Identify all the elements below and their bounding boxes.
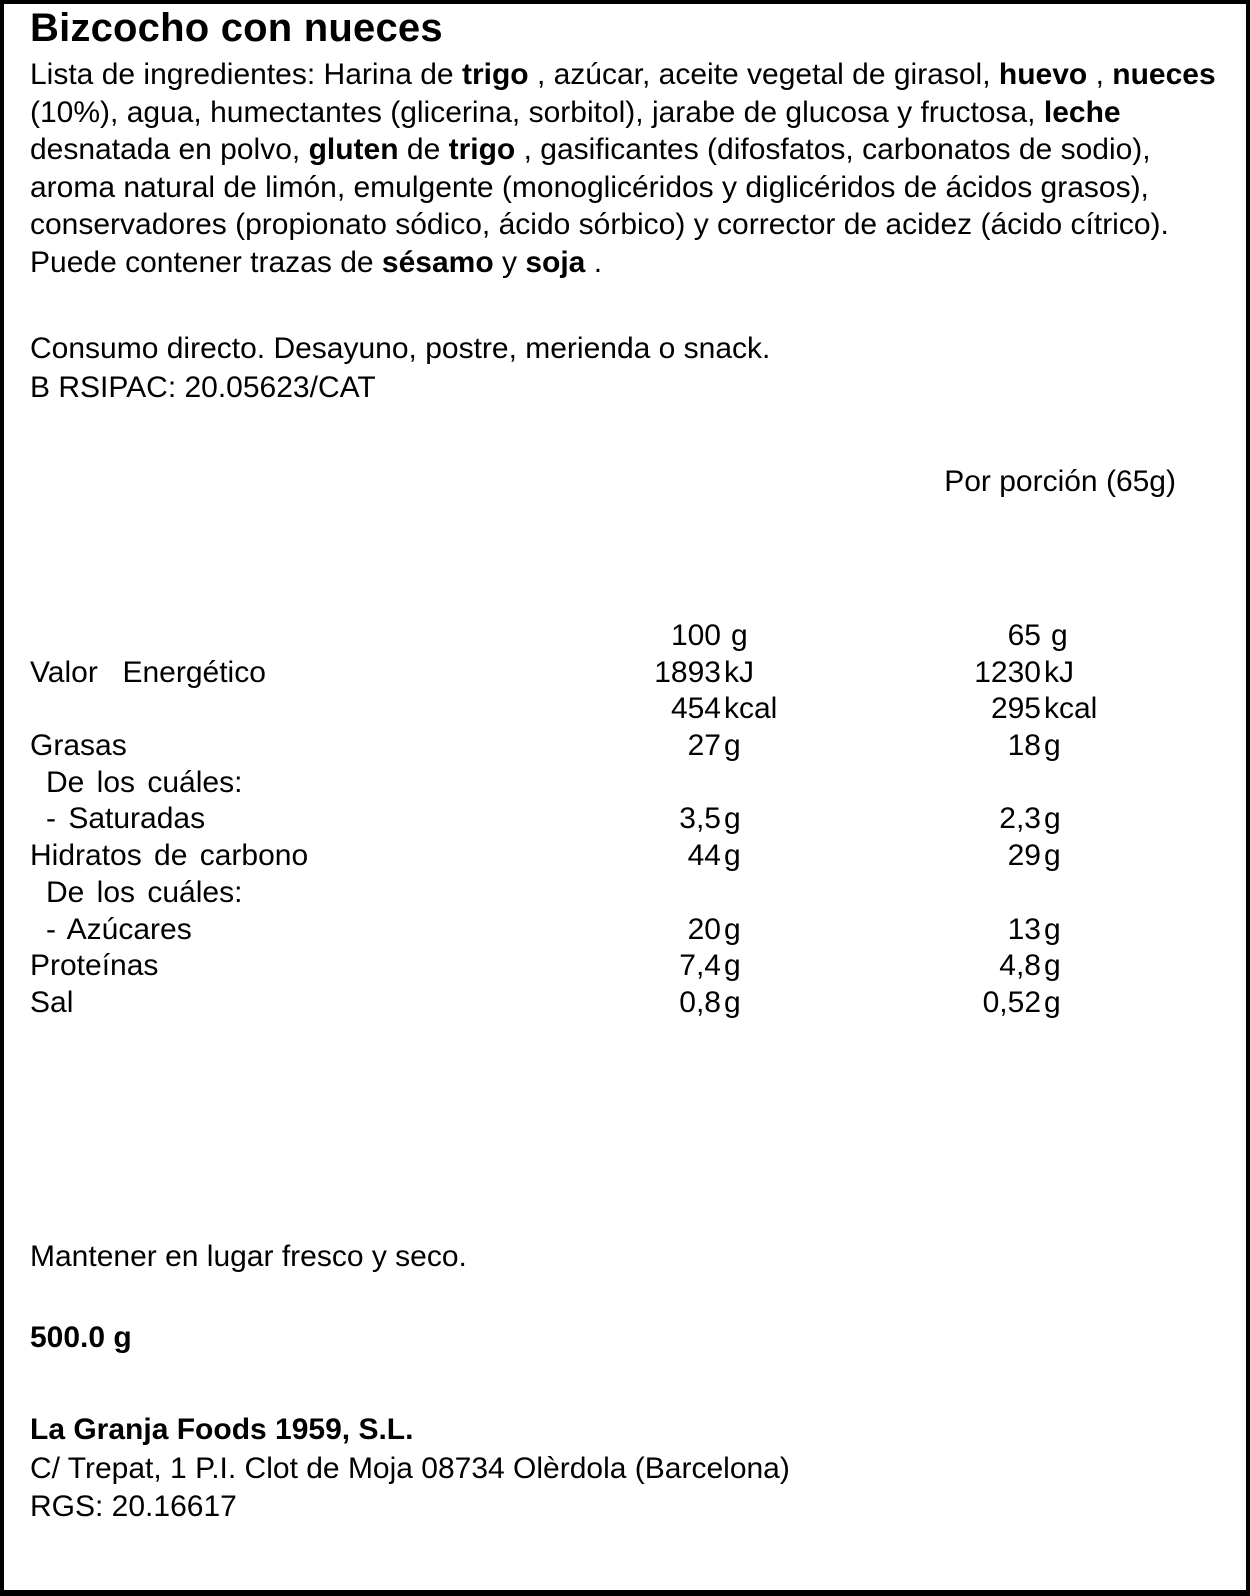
nutrition-table xyxy=(4,618,1246,1022)
nutrition-col2-unit: g xyxy=(1051,619,1068,652)
nutrition-col1-value: 44 xyxy=(687,839,721,873)
nutrition-row-sugars xyxy=(4,912,1246,949)
nutrition-col1-unit xyxy=(721,875,783,912)
allergen-trigo-2: trigo xyxy=(448,133,516,166)
per-portion-header: Por porción (65g) xyxy=(944,465,1176,498)
nutrition-col1-unit: g xyxy=(724,802,741,836)
ingredients-segment: de xyxy=(398,133,449,166)
ingredients-segment: . xyxy=(585,245,603,279)
nutrition-col2-value: 1230 xyxy=(974,655,1041,689)
nutrition-label: Grasas xyxy=(30,729,127,763)
nutrition-label: De los cuáles: xyxy=(46,875,243,909)
nutrition-label: Proteínas xyxy=(30,949,159,983)
nutrition-col2-value: 0,52 xyxy=(982,985,1041,1019)
nutrition-header-row xyxy=(4,618,1246,655)
allergen-trigo: trigo xyxy=(461,58,529,91)
ingredients-text xyxy=(30,56,1222,281)
ingredients-segment: desnatada en polvo, xyxy=(30,133,309,166)
storage-instructions: Mantener en lugar fresco y seco. xyxy=(30,1240,467,1273)
nutrition-label: De los cuáles: xyxy=(46,765,243,799)
nutrition-col1-value xyxy=(590,875,721,912)
nutrition-row-of-which-2 xyxy=(4,875,1246,912)
nutrition-col1-value: 1893 xyxy=(654,655,721,689)
producer-name: La Granja Foods 1959, S.L. xyxy=(30,1413,414,1446)
usage-line: Consumo directo. Desayuno, postre, merienda o snack. xyxy=(30,332,771,365)
nutrition-col1-unit: kcal xyxy=(724,692,778,726)
nutrition-col1-unit xyxy=(721,765,783,802)
producer-address: C/ Trepat, 1 P.I. Clot de Moja 08734 Olèrdola (Barcelona) xyxy=(30,1451,790,1485)
nutrition-col1-unit: g xyxy=(724,985,741,1019)
nutrition-row-of-which-1 xyxy=(4,765,1246,802)
ingredients-segment: , xyxy=(1087,58,1113,91)
nutrition-col1-value xyxy=(590,765,721,802)
ingredients-segment: , gasificantes (difosfatos, carbonatos de sodio), aroma natural de limón, emulgente (monoglicéridos y diglicéridos de ácidos grasos), conservadores (propionato sódico, ácido sórbico) y corrector de acidez (ácido cítrico). Puede contener trazas de xyxy=(30,133,1169,279)
nutrition-label xyxy=(4,691,590,728)
nutrition-col1-value: 0,8 xyxy=(679,985,721,1019)
nutrition-col1-value: 3,5 xyxy=(679,802,721,836)
nutrition-col1-unit: kJ xyxy=(724,655,754,689)
nutrition-col1-value: 20 xyxy=(687,912,721,946)
nutrition-col2-unit: g xyxy=(1044,912,1061,946)
ingredients-segment: , azúcar, aceite vegetal de girasol, xyxy=(528,58,999,91)
allergen-huevo: huevo xyxy=(998,58,1088,91)
nutrition-col2-value: 295 xyxy=(990,692,1041,726)
nutrition-col1-value: 454 xyxy=(670,692,721,726)
nutrition-row-fat xyxy=(4,728,1246,765)
nutrition-label: Hidratos de carbono xyxy=(30,839,309,873)
nutrition-label: Sal xyxy=(30,985,74,1019)
nutrition-label xyxy=(4,618,590,655)
nutrition-col2-value xyxy=(783,765,1041,802)
ingredients-segment: (10%), agua, humectantes (glicerina, sorbitol), jarabe de glucosa y fructosa, xyxy=(30,95,1044,129)
nutrition-col2-value: 13 xyxy=(1007,912,1041,946)
nutrition-col1-value: 7,4 xyxy=(679,949,721,983)
nutrition-row-energy-kj xyxy=(4,655,1246,692)
nutrition-col2-unit: g xyxy=(1044,729,1061,763)
producer-rgs: RGS: 20.16617 xyxy=(30,1490,237,1524)
nutrition-row-protein xyxy=(4,948,1246,985)
product-title: Bizcocho con nueces xyxy=(30,6,443,50)
nutrition-row-saturated xyxy=(4,801,1246,838)
nutrition-col2-value: 4,8 xyxy=(999,949,1041,983)
nutrition-col2-unit xyxy=(1041,765,1044,802)
nutrition-col2-value: 29 xyxy=(1007,839,1041,873)
ingredients-segment: y xyxy=(493,245,526,279)
producer-block xyxy=(30,1411,790,1527)
nutrition-col1-unit: g xyxy=(731,619,748,652)
nutrition-col2-value xyxy=(783,875,1041,912)
nutrition-col2-unit: kcal xyxy=(1044,692,1098,726)
nutrition-col2-unit: g xyxy=(1044,802,1061,836)
nutrition-col2-value: 65 xyxy=(1007,619,1041,652)
net-weight: 500.0 g xyxy=(30,1321,132,1354)
nutrition-col1-value: 100 xyxy=(670,619,721,652)
nutrition-col1-unit: g xyxy=(724,729,741,763)
usage-block xyxy=(30,329,770,407)
ingredients-segment: Lista de ingredientes: Harina de xyxy=(30,58,462,91)
nutrition-col2-unit: kJ xyxy=(1044,655,1074,689)
allergen-leche: leche xyxy=(1043,95,1121,129)
nutrition-row-carbs xyxy=(4,838,1246,875)
nutrition-col2-unit: g xyxy=(1044,985,1061,1019)
nutrition-col2-unit: g xyxy=(1044,949,1061,983)
nutrition-col2-value: 18 xyxy=(1007,729,1041,763)
nutrition-row-energy-kcal xyxy=(4,691,1246,728)
allergen-sesamo: sésamo xyxy=(381,245,494,279)
nutrition-row-salt xyxy=(4,985,1246,1022)
rsipac-line: B RSIPAC: 20.05623/CAT xyxy=(30,371,376,404)
nutrition-col1-unit: g xyxy=(724,839,741,873)
nutrition-col1-unit: g xyxy=(724,912,741,946)
allergen-soja: soja xyxy=(525,245,586,279)
nutrition-col2-value: 2,3 xyxy=(999,802,1041,836)
allergen-gluten: gluten xyxy=(308,133,399,166)
allergen-nueces: nueces xyxy=(1112,58,1216,91)
nutrition-label: Valor Energético xyxy=(30,655,266,689)
nutrition-col2-unit xyxy=(1041,875,1044,912)
nutrition-label: - Saturadas xyxy=(46,802,206,836)
nutrition-col2-unit: g xyxy=(1044,839,1061,873)
nutrition-col1-unit: g xyxy=(724,949,741,983)
nutrition-col1-value: 27 xyxy=(687,729,721,763)
nutrition-label: - Azúcares xyxy=(46,912,192,946)
